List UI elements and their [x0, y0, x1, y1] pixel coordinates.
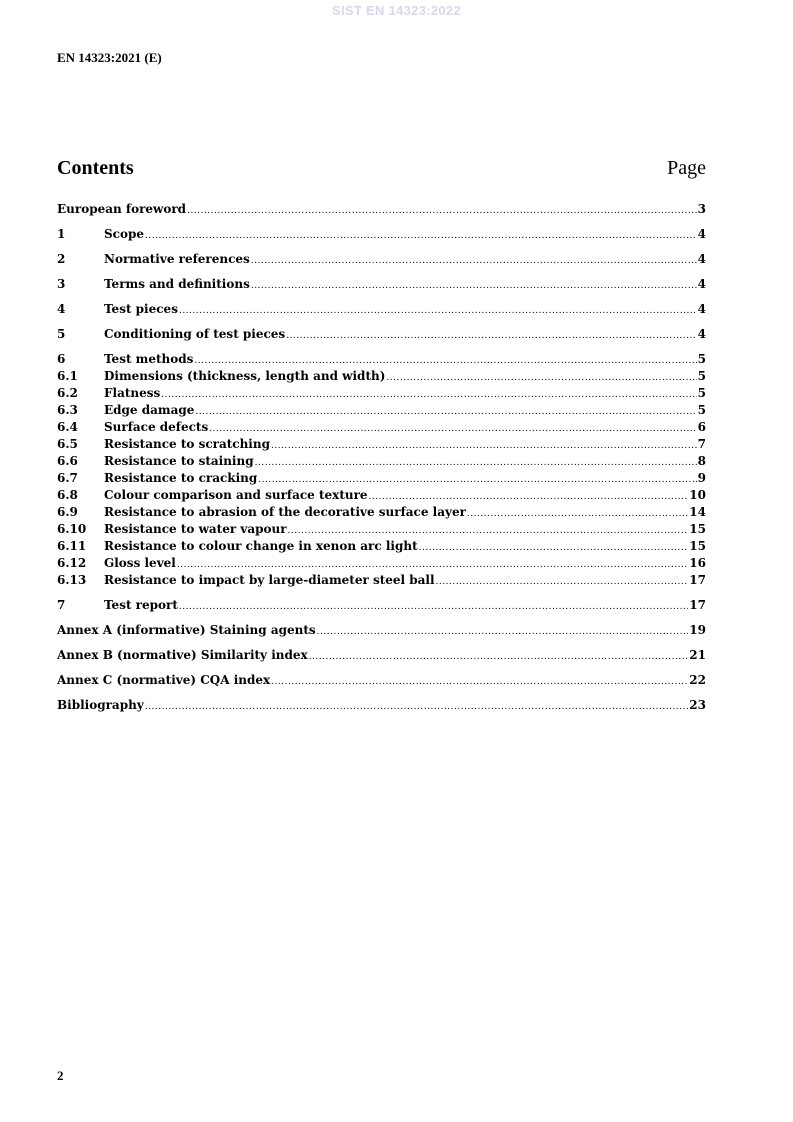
toc-entry-number: 6.11 [57, 539, 87, 553]
toc-entry-number: 6.8 [57, 488, 78, 502]
contents-title: Contents [57, 157, 134, 179]
toc-entry-number: 7 [57, 598, 66, 612]
toc-entry-number: 6.12 [57, 556, 87, 570]
toc-entry-page: 10 [689, 488, 706, 502]
toc-entry-page: 8 [697, 454, 706, 468]
toc-dot-leader [436, 574, 689, 589]
toc-entry[interactable] [57, 622, 706, 639]
toc-entry-page: 3 [697, 202, 706, 216]
toc-entry-title: Conditioning of test pieces [104, 327, 286, 341]
toc-dot-leader [288, 523, 689, 538]
toc-entry[interactable] [57, 351, 706, 368]
toc-dot-leader [187, 203, 697, 218]
toc-entry-page: 21 [689, 648, 706, 662]
toc-dot-leader [369, 489, 689, 504]
toc-entry-title: Flatness [104, 386, 161, 400]
toc-entry-page: 4 [697, 252, 706, 266]
toc-entry-number: 6.6 [57, 454, 78, 468]
toc-entry[interactable] [57, 419, 706, 436]
toc-entry[interactable] [57, 487, 706, 504]
toc-entry-title: Annex A (informative) Staining agents [57, 623, 316, 637]
toc-dot-leader [467, 506, 688, 521]
toc-entry-page: 23 [689, 698, 706, 712]
toc-dot-leader [177, 557, 688, 572]
toc-entry-title: Test report [104, 598, 178, 612]
table-of-contents [57, 201, 706, 714]
toc-entry[interactable] [57, 697, 706, 714]
toc-entry[interactable] [57, 402, 706, 419]
page-column-label: Page [667, 157, 706, 179]
toc-dot-leader [286, 328, 696, 343]
toc-entry-page: 4 [697, 227, 706, 241]
toc-entry[interactable] [57, 326, 706, 343]
toc-dot-leader [317, 624, 689, 639]
toc-dot-leader [309, 649, 689, 664]
toc-dot-leader [145, 699, 689, 714]
toc-dot-leader [271, 438, 697, 453]
toc-dot-leader [386, 370, 696, 385]
toc-entry-title: Edge damage [104, 403, 195, 417]
toc-dot-leader [251, 278, 697, 293]
toc-entry[interactable] [57, 597, 706, 614]
toc-entry-title: Resistance to cracking [104, 471, 258, 485]
toc-entry-page: 4 [697, 277, 706, 291]
toc-entry-page: 4 [697, 327, 706, 341]
toc-entry-number: 6.1 [57, 369, 78, 383]
toc-entry[interactable] [57, 276, 706, 293]
toc-entry[interactable] [57, 521, 706, 538]
toc-entry-title: Bibliography [57, 698, 144, 712]
toc-entry-number: 6.10 [57, 522, 87, 536]
toc-entry-number: 6.13 [57, 573, 87, 587]
toc-entry-page: 6 [697, 420, 706, 434]
toc-entry-number: 6.2 [57, 386, 78, 400]
toc-dot-leader [179, 599, 688, 614]
toc-entry-title: Test pieces [104, 302, 178, 316]
toc-entry-title: Resistance to water vapour [104, 522, 287, 536]
toc-entry-page: 14 [689, 505, 706, 519]
toc-entry-title: Surface defects [104, 420, 209, 434]
toc-entry[interactable] [57, 385, 706, 402]
toc-entry-number: 2 [57, 252, 66, 266]
toc-entry-number: 6.7 [57, 471, 78, 485]
toc-entry[interactable] [57, 504, 706, 521]
toc-entry[interactable] [57, 201, 706, 218]
toc-entry-page: 15 [689, 539, 706, 553]
toc-entry-page: 16 [689, 556, 706, 570]
toc-entry-title: Annex C (normative) CQA index [57, 673, 271, 687]
toc-entry-title: Gloss level [104, 556, 176, 570]
document-id: EN 14323:2021 (E) [57, 50, 162, 65]
toc-dot-leader [271, 674, 688, 689]
toc-entry-title: Annex B (normative) Similarity index [57, 648, 308, 662]
toc-entry[interactable] [57, 301, 706, 318]
page-number: 2 [57, 1068, 64, 1083]
toc-entry-title: Resistance to impact by large-diameter steel ball [104, 573, 435, 587]
toc-dot-leader [419, 540, 689, 555]
toc-entry-page: 7 [697, 437, 706, 451]
toc-entry-number: 3 [57, 277, 66, 291]
toc-entry[interactable] [57, 251, 706, 268]
toc-entry-page: 9 [697, 471, 706, 485]
toc-entry-page: 17 [689, 598, 706, 612]
toc-entry[interactable] [57, 368, 706, 385]
toc-entry-page: 22 [689, 673, 706, 687]
toc-entry-title: Test methods [104, 352, 194, 366]
toc-entry-title: European foreword [57, 202, 187, 216]
toc-entry[interactable] [57, 453, 706, 470]
toc-entry-number: 6.5 [57, 437, 78, 451]
watermark: SIST EN 14323:2022 [332, 3, 461, 18]
toc-entry[interactable] [57, 436, 706, 453]
toc-entry-title: Scope [104, 227, 145, 241]
toc-dot-leader [195, 404, 696, 419]
toc-entry-page: 5 [697, 386, 706, 400]
toc-entry-page: 5 [697, 369, 706, 383]
toc-entry-title: Terms and definitions [104, 277, 250, 291]
toc-entry[interactable] [57, 538, 706, 555]
toc-dot-leader [251, 253, 697, 268]
toc-entry-title: Normative references [104, 252, 250, 266]
toc-entry-title: Resistance to staining [104, 454, 254, 468]
toc-entry-page: 19 [689, 623, 706, 637]
toc-entry-title: Resistance to abrasion of the decorative surface layer [104, 505, 466, 519]
toc-entry-number: 4 [57, 302, 66, 316]
toc-entry[interactable] [57, 572, 706, 589]
toc-entry-number: 6.3 [57, 403, 78, 417]
toc-entry[interactable] [57, 226, 706, 243]
toc-entry-title: Resistance to scratching [104, 437, 270, 451]
toc-entry[interactable] [57, 555, 706, 572]
toc-entry-number: 6.4 [57, 420, 78, 434]
toc-entry-title: Resistance to colour change in xenon arc light [104, 539, 418, 553]
toc-entry-number: 5 [57, 327, 66, 341]
toc-entry-page: 5 [697, 403, 706, 417]
toc-dot-leader [258, 472, 696, 487]
toc-dot-leader [194, 353, 696, 368]
toc-entry-number: 6 [57, 352, 66, 366]
toc-entry-title: Colour comparison and surface texture [104, 488, 368, 502]
toc-entry-title: Dimensions (thickness, length and width) [104, 369, 386, 383]
toc-entry-number: 1 [57, 227, 66, 241]
toc-entry-page: 4 [697, 302, 706, 316]
toc-dot-leader [145, 228, 697, 243]
toc-dot-leader [255, 455, 697, 470]
toc-entry[interactable] [57, 470, 706, 487]
toc-entry-page: 15 [689, 522, 706, 536]
toc-dot-leader [161, 387, 696, 402]
toc-dot-leader [209, 421, 696, 436]
toc-entry[interactable] [57, 647, 706, 664]
toc-entry-number: 6.9 [57, 505, 78, 519]
toc-dot-leader [179, 303, 697, 318]
toc-entry-page: 17 [689, 573, 706, 587]
toc-entry[interactable] [57, 672, 706, 689]
toc-entry-page: 5 [697, 352, 706, 366]
